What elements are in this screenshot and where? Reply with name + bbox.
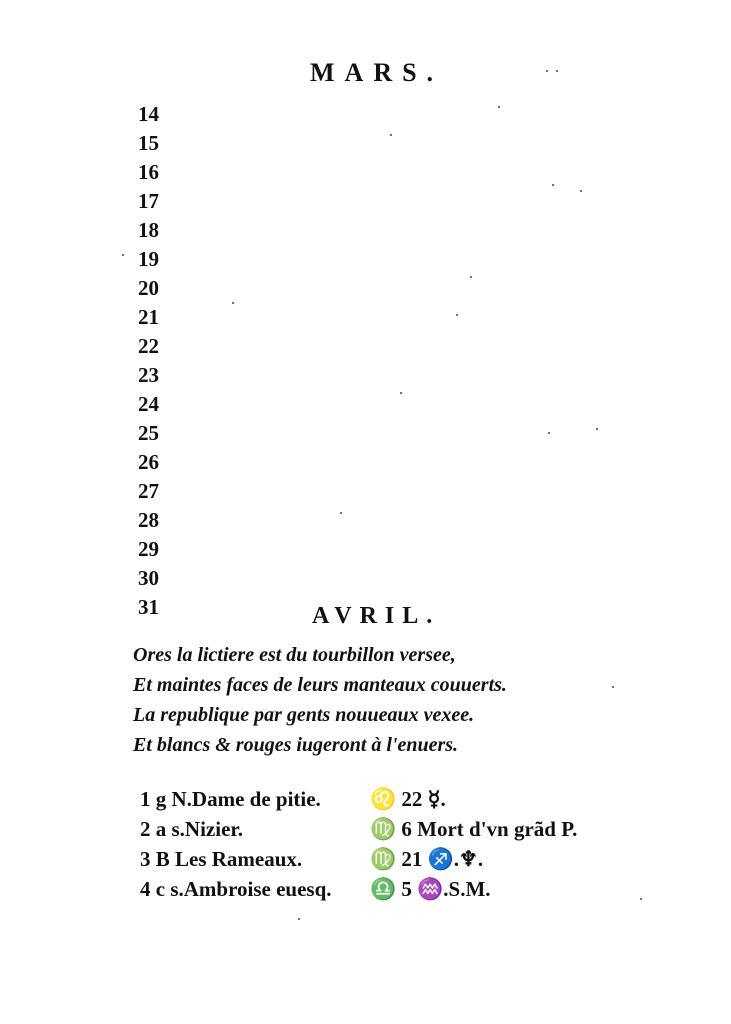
day-number: 27	[138, 479, 159, 503]
day-number: 28	[138, 508, 159, 532]
day-number: 22	[138, 334, 159, 358]
day-number: 15	[138, 131, 159, 155]
saint-entry: 4 c s.Ambroise euesq.	[140, 877, 332, 901]
verse-line: Et blancs & rouges iugeront à l'enuers.	[133, 734, 459, 756]
day-number: 18	[138, 218, 159, 242]
day-number: 14	[138, 102, 159, 126]
astro-entry: ♍ 21 ♐.♆.	[370, 847, 484, 871]
day-number: 26	[138, 450, 159, 474]
verse-line: Et maintes faces de leurs manteaux couuerts.	[133, 674, 507, 696]
scan-speck	[498, 106, 500, 108]
day-number: 23	[138, 363, 159, 387]
scan-speck	[340, 512, 342, 514]
scan-speck	[400, 392, 402, 394]
saint-entry: 1 g N.Dame de pitie.	[140, 787, 321, 811]
saint-entry: 3 B Les Rameaux.	[140, 847, 303, 871]
scan-speck	[596, 428, 598, 430]
scan-speck	[122, 254, 124, 256]
day-number: 20	[138, 276, 159, 300]
scan-speck	[456, 314, 458, 316]
astro-entry: ♍ 6 Mort d'vn grãd P.	[370, 817, 578, 841]
astro-entry: ♌ 22 ☿.	[370, 787, 446, 811]
verse-line: Ores la lictiere est du tourbillon versee,	[133, 644, 456, 666]
scan-speck	[470, 276, 472, 278]
saint-entry: 2 a s.Nizier.	[140, 817, 244, 841]
day-number: 30	[138, 566, 159, 590]
scan-speck	[556, 70, 558, 72]
month-heading-avril: AVRIL.	[312, 603, 441, 629]
scan-speck	[548, 432, 550, 434]
month-heading-mars: MARS.	[310, 58, 444, 87]
day-number: 25	[138, 421, 159, 445]
quatrain	[133, 640, 507, 760]
mars-days-list	[138, 100, 159, 622]
scan-speck	[546, 70, 548, 72]
day-number: 17	[138, 189, 159, 213]
day-number: 16	[138, 160, 159, 184]
day-number: 31	[138, 595, 159, 619]
day-number: 21	[138, 305, 159, 329]
day-number: 19	[138, 247, 159, 271]
scan-speck	[640, 898, 642, 900]
scan-speck	[232, 302, 234, 304]
verse-line: La republique par gents nouueaux vexee.	[133, 704, 475, 726]
scan-speck	[612, 686, 614, 688]
scan-speck	[552, 184, 554, 186]
scan-speck	[390, 134, 392, 136]
day-number: 29	[138, 537, 159, 561]
astro-entry: ♎ 5 ♒.S.M.	[370, 877, 491, 901]
scan-speck	[298, 918, 300, 920]
day-number: 24	[138, 392, 159, 416]
scan-speck	[580, 190, 582, 192]
